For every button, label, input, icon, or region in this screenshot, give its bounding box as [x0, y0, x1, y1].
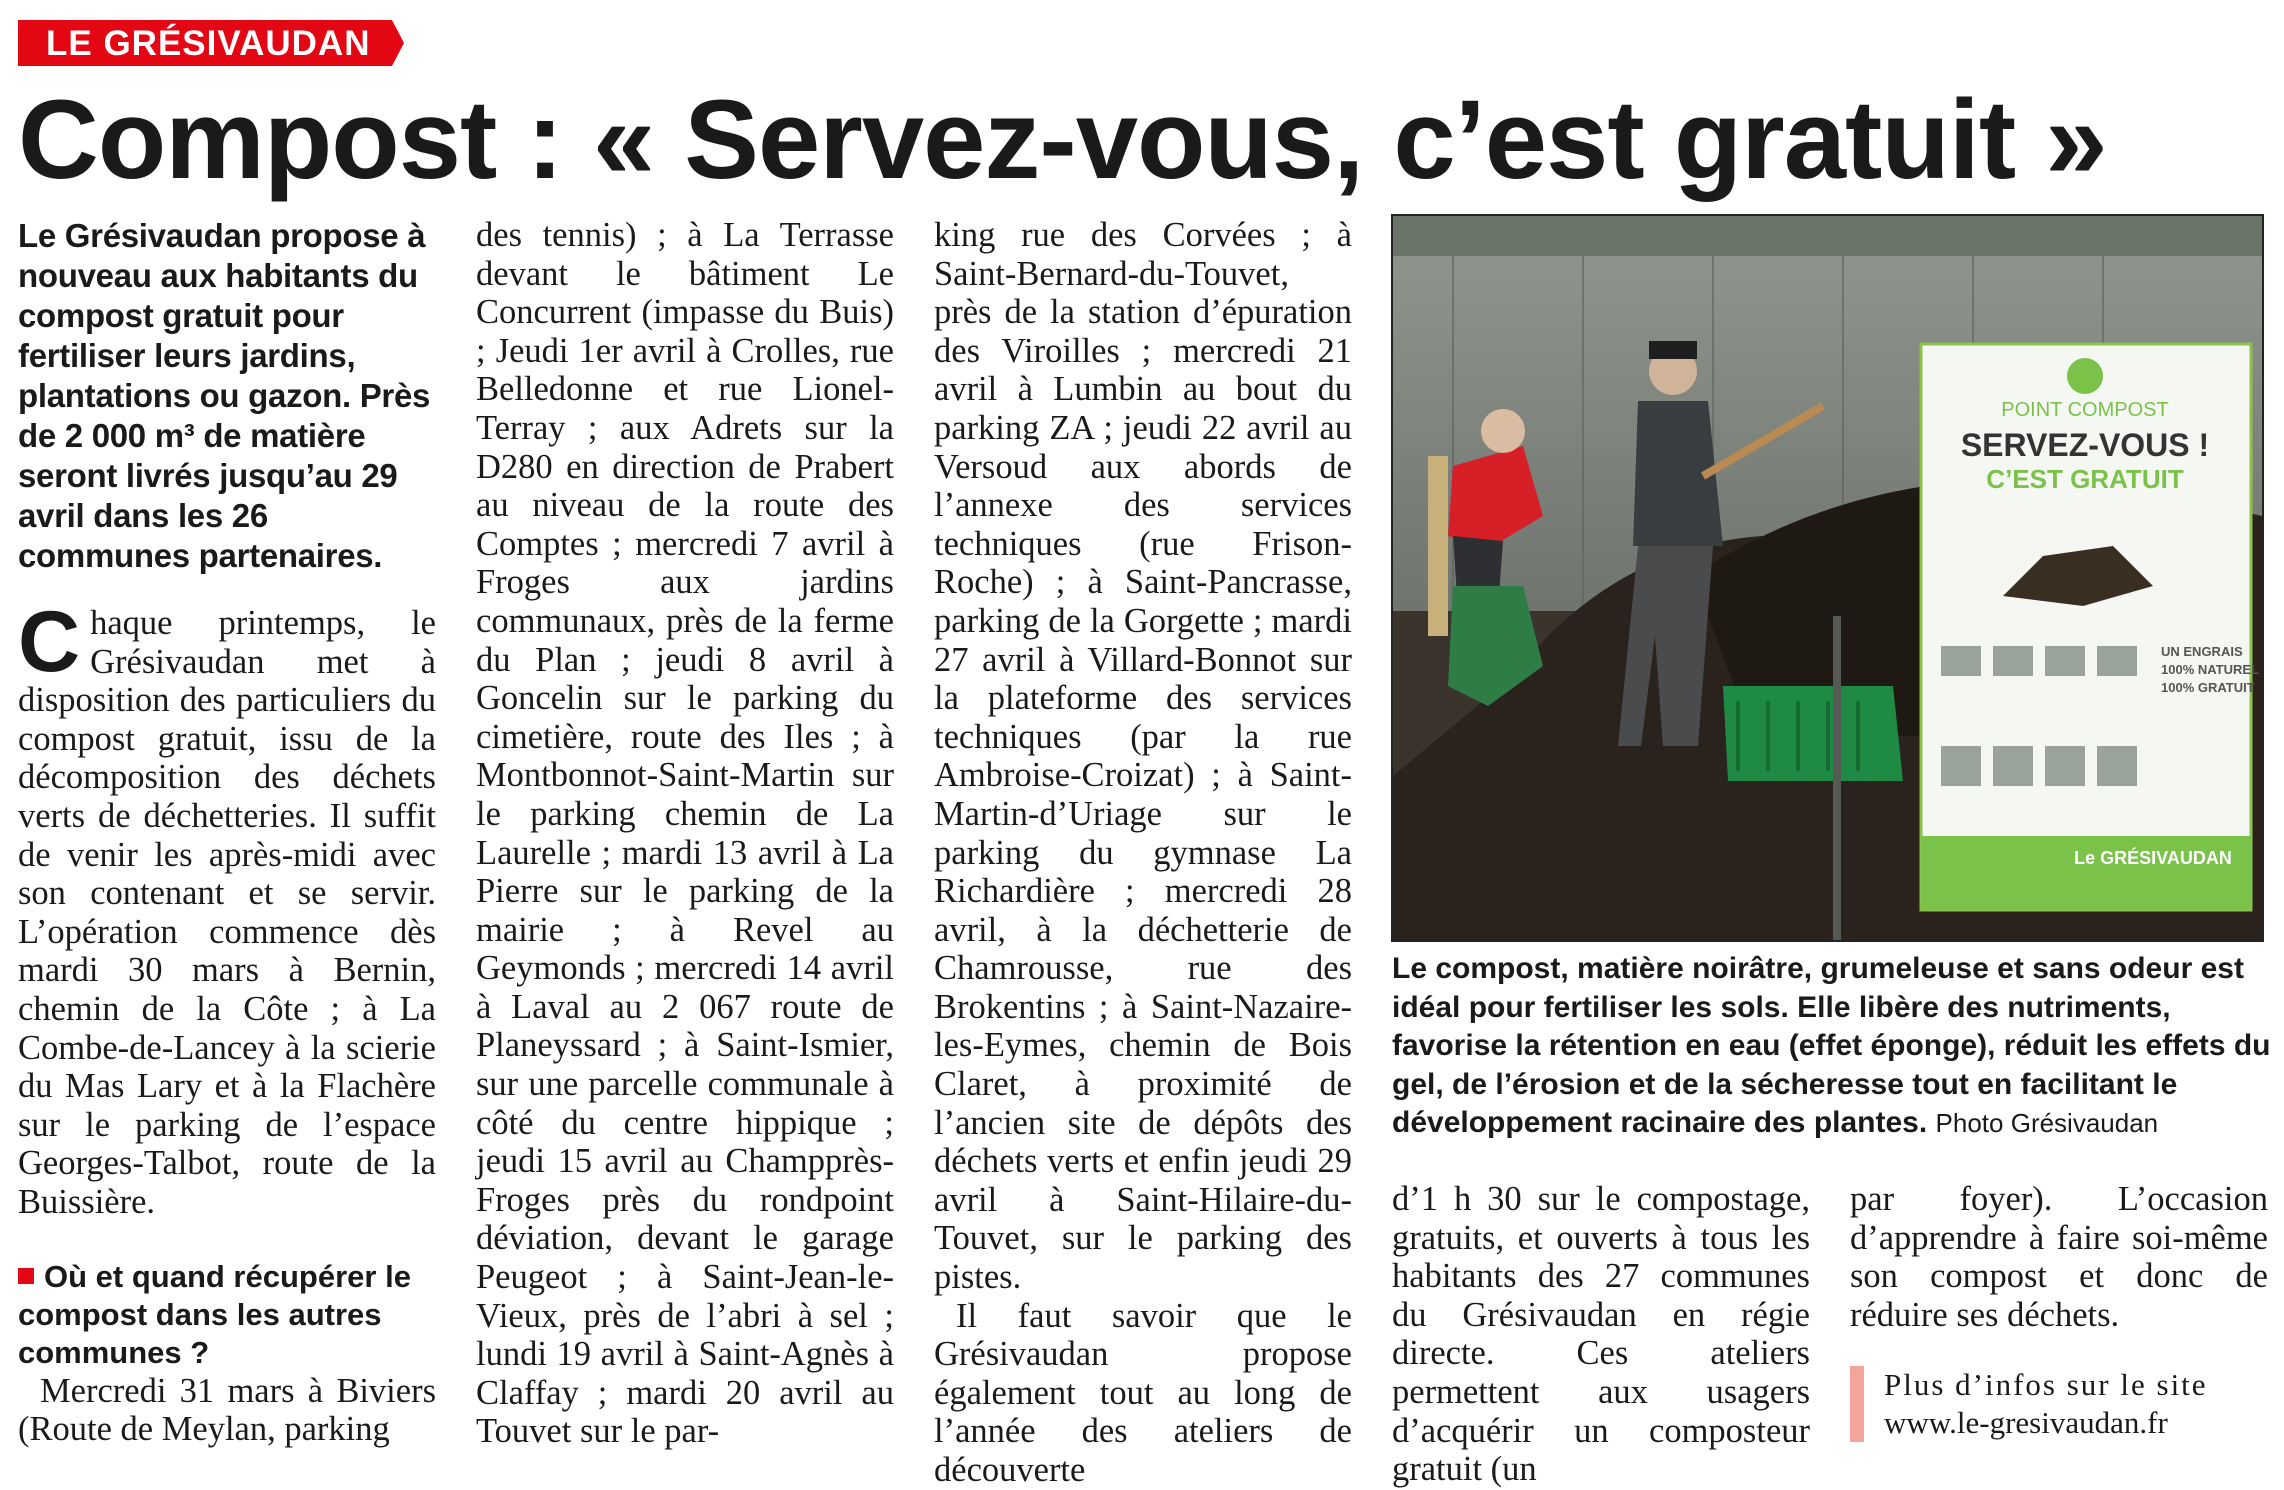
body-paragraph-2-start: Mercredi 31 mars à Biviers (Route de Meylan, parking	[18, 1371, 436, 1449]
photo-caption	[1392, 950, 2272, 1143]
sign-side-2: 100% NATUREL	[2161, 662, 2260, 677]
red-square-icon	[18, 1268, 34, 1284]
sign-title-1: SERVEZ-VOUS !	[1960, 427, 2210, 463]
column-1	[18, 216, 436, 1449]
body-paragraph-3-start: Il faut savoir que le Grésivaudan propose également tout au long de l’année des ateliers de découverte	[934, 1296, 1352, 1489]
body-paragraph-3-end: par foyer). L’occasion d’apprendre à faire soi-même son compost et donc de réduire ses déchets.	[1850, 1180, 2268, 1334]
dropcap: C	[18, 594, 81, 690]
info-accent-bar	[1850, 1366, 1864, 1442]
sign-title-2: C’EST GRATUIT	[1986, 464, 2184, 494]
sign-side-3: 100% GRATUIT	[2161, 680, 2255, 695]
sign-brand: Le GRÉSIVAUDAN	[2074, 848, 2232, 868]
compost-scene-image	[1393, 216, 2262, 940]
column-2	[476, 216, 894, 1451]
body-paragraph-2-continued: des tennis) ; à La Terrasse devant le bâtiment Le Concurrent (impasse du Buis) ; Jeudi 1er avril à Crolles, rue Belledonne et rue Lionel-Terray ; aux Adrets sur la D280 en direction de Prabert au niveau de la route des Comptes ; mercredi 7 avril à Froges aux jardins communaux, près de la ferme du Plan ; jeudi 8 avril à Goncelin sur le parking du cimetière, route des Iles ; à Montbonnot-Saint-Martin sur le parking chemin de La Laurelle ; mardi 13 avril à La Pierre sur le parking de la mairie ; à Revel au Geymonds ; mercredi 14 avril à Laval au 2 067 route de Planeyssard ; à Saint-Ismier, sur une parcelle communale à côté du centre hippique ; jeudi 15 avril au Champprès-Froges près du rondpoint déviation, devant le garage Peugeot ; à Saint-Jean-le-Vieux, près de l’abri à sel ; lundi 19 avril à Saint-Agnès à Claffay ; mardi 20 avril au Touvet sur le par-	[476, 216, 894, 1451]
section-label: LE GRÉSIVAUDAN	[46, 24, 371, 63]
section-banner	[18, 20, 404, 66]
info-website-link[interactable]: www.le-gresivaudan.fr	[1884, 1405, 2168, 1440]
caption-text: Le compost, matière noirâtre, grumeleuse et sans odeur est idéal pour fertiliser les sols. Elle libère des nutriments, favorise la rétention en eau (effet éponge), réduit les effets du gel, de l’érosion et de la sécheresse tout en facilitant le développement racinaire des plantes.	[1392, 952, 2271, 1139]
sign-kicker: POINT COMPOST	[2001, 399, 2169, 421]
photo-credit: Photo Grésivaudan	[1935, 1108, 2159, 1138]
column-5	[1850, 1180, 2268, 1334]
info-box	[1850, 1366, 2268, 1446]
subhead-text: Où et quand récupérer le compost dans les autres communes ?	[18, 1258, 411, 1370]
sign-side-1: UN ENGRAIS	[2161, 644, 2243, 659]
lead-paragraph: Le Grésivaudan propose à nouveau aux habitants du compost gratuit pour fertiliser leurs jardins, plantations ou gazon. Près de 2 000 m³ de matière seront livrés jusqu’au 29 avril dans les 26 communes partenaires.	[18, 217, 431, 574]
column-3	[934, 216, 1352, 1490]
subhead	[18, 1258, 436, 1372]
article-photo	[1391, 214, 2264, 942]
column-4	[1392, 1180, 1810, 1489]
body-paragraph-3-continued: d’1 h 30 sur le compostage, gratuits, et ouverts à tous les habitants des 27 communes du Grésivaudan en régie directe. Ces ateliers permettent aux usagers d’acquérir un composteur gratuit (un	[1392, 1180, 1810, 1489]
body-paragraph-2-end: king rue des Corvées ; à Saint-Bernard-du-Touvet, près de la station d’épuration des Viroilles ; mercredi 21 avril à Lumbin au bout du parking ZA ; jeudi 22 avril au Versoud aux abords de l’annexe des services techniques (rue Frison-Roche) ; à Saint-Pancrasse, parking de la Gorgette ; mardi 27 avril à Villard-Bonnot sur la plateforme des services techniques (par la rue Ambroise-Croizat) ; à Saint-Martin-d’Uriage sur le parking du gymnase La Richardière ; mercredi 28 avril, à la déchetterie de Chamrousse, rue des Brokentins ; à Saint-Nazaire-les-Eymes, chemin de Bois Claret, à proximité de l’ancien site de dépôts des déchets verts et enfin jeudi 29 avril à Saint-Hilaire-du-Touvet, sur le parking des pistes.	[934, 216, 1352, 1297]
info-line-1: Plus d’infos sur le site	[1884, 1367, 2208, 1402]
body-paragraph-1: haque printemps, le Grésivaudan met à disposition des particuliers du compost gratuit, issu de la décomposition des déchets verts de déchetteries. Il suffit de venir les après-midi avec son contenant et se servir. L’opération commence dès mardi 30 mars à Bernin, chemin de la Côte ; à La Combe-de-Lancey à la scierie du Mas Lary et à la Flachère sur le parking de l’espace Georges-Talbot, route de la Buissière.	[18, 604, 436, 1221]
headline: Compost : « Servez-vous, c’est gratuit »	[18, 77, 2107, 202]
